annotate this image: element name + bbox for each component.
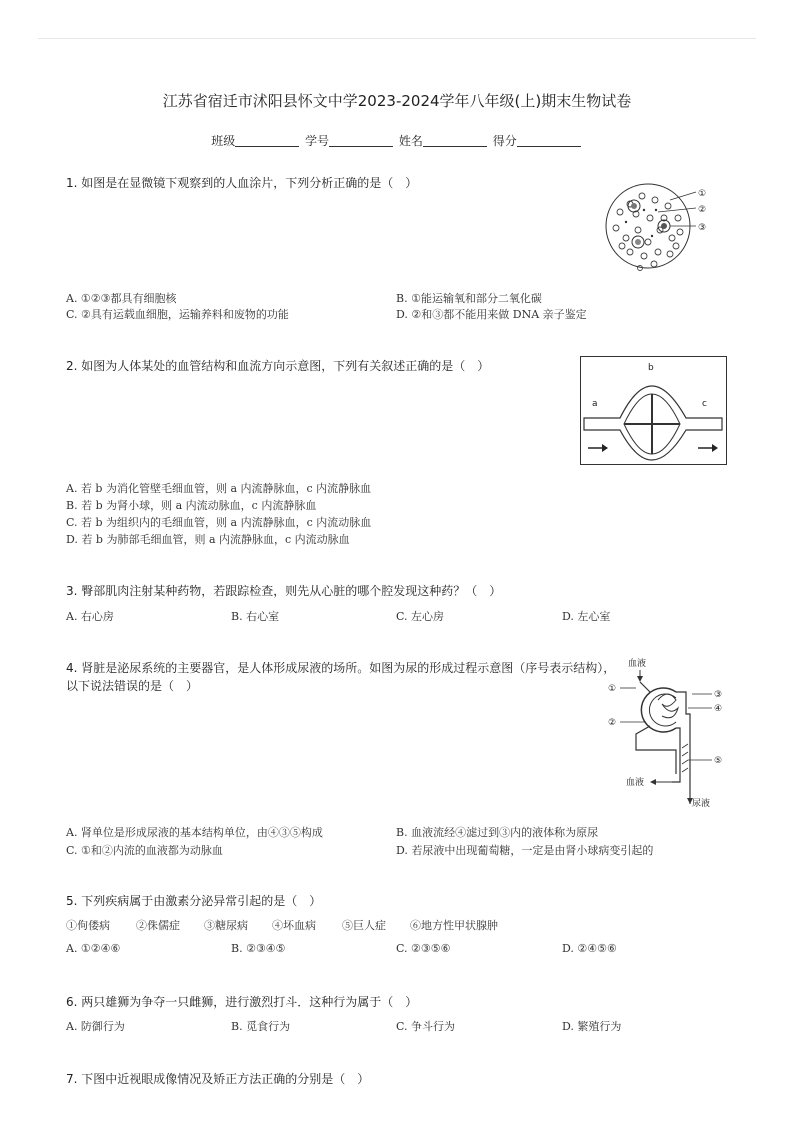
nephron-label-urine: 尿液	[692, 799, 711, 809]
vessel-label-b: b	[648, 363, 654, 373]
nephron-label-blood-out: 血液	[626, 778, 645, 788]
q2-option-d[interactable]: D. 若 b 为肺部毛细血管，则 a 内流静脉血，c 内流动脉血	[66, 533, 350, 546]
question-4-stem-line2: 以下说法错误的是（ ）	[66, 679, 199, 693]
question-4-stem-line1: 4. 肾脏是泌尿系统的主要器官，是人体形成尿液的场所。如图为尿的形成过程示意图（序号表示结构），	[66, 661, 616, 675]
q5-option-d[interactable]: D. ②④⑤⑥	[562, 942, 617, 955]
q1-option-d[interactable]: D. ②和③都不能用来做 DNA 亲子鉴定	[396, 308, 587, 321]
q1-option-b[interactable]: B. ①能运输氧和部分二氧化碳	[396, 292, 542, 305]
class-blank[interactable]	[235, 134, 299, 147]
q3-option-a[interactable]: A. 右心房	[66, 610, 114, 623]
q2-option-b[interactable]: B. 若 b 为肾小球，则 a 内流动脉血，c 内流静脉血	[66, 499, 317, 512]
smear-label-3: ③	[698, 223, 707, 233]
question-3-stem: 3. 臀部肌肉注射某种药物，若跟踪检查，则先从心脏的哪个腔发现这种药？（ ）	[66, 584, 502, 598]
nephron-label-2: ②	[608, 718, 617, 728]
question-6-stem: 6. 两只雄狮为争夺一只雌狮，进行激烈打斗．这种行为属于（ ）	[66, 995, 418, 1009]
blood-vessel-figure	[580, 356, 728, 466]
question-7-stem: 7. 下图中近视眼成像情况及矫正方法正确的分别是（ ）	[66, 1072, 370, 1086]
q5-option-c[interactable]: C. ②③⑤⑥	[396, 942, 451, 955]
q3-option-c[interactable]: C. 左心房	[396, 610, 445, 623]
q4-option-a[interactable]: A. 肾单位是形成尿液的基本结构单位，由④③⑤构成	[66, 826, 323, 839]
q5-item-3: ③糖尿病	[204, 919, 248, 932]
class-label: 班级	[211, 134, 236, 148]
q1-option-a[interactable]: A. ①②③都具有细胞核	[66, 292, 177, 305]
vessel-label-a: a	[592, 399, 598, 409]
score-label: 得分	[492, 134, 517, 148]
question-2-stem: 2. 如图为人体某处的血管结构和血流方向示意图，下列有关叙述正确的是（ ）	[66, 359, 490, 373]
number-label: 学号	[305, 134, 330, 148]
name-blank[interactable]	[423, 134, 487, 147]
q6-option-b[interactable]: B. 觅食行为	[231, 1020, 291, 1033]
question-5-stem: 5. 下列疾病属于由激素分泌异常引起的是（ ）	[66, 894, 322, 908]
nephron-label-4: ④	[714, 704, 723, 714]
q5-item-4: ④坏血病	[272, 919, 316, 932]
smear-label-1: ①	[698, 189, 707, 199]
q6-option-a[interactable]: A. 防御行为	[66, 1020, 125, 1033]
q5-option-b[interactable]: B. ②③④⑤	[231, 942, 286, 955]
question-1-stem: 1. 如图是在显微镜下观察到的人血涂片，下列分析正确的是（ ）	[66, 176, 418, 190]
nephron-label-5: ⑤	[714, 756, 723, 766]
q3-option-d[interactable]: D. 左心室	[562, 610, 611, 623]
q5-item-5: ⑤巨人症	[342, 919, 386, 932]
q2-option-a[interactable]: A. 若 b 为消化管壁毛细血管，则 a 内流静脉血，c 内流静脉血	[66, 482, 372, 495]
nephron-label-blood-in: 血液	[628, 659, 647, 669]
q6-option-d[interactable]: D. 繁殖行为	[562, 1020, 622, 1033]
q3-option-b[interactable]: B. 右心室	[231, 610, 280, 623]
q6-option-c[interactable]: C. 争斗行为	[396, 1020, 456, 1033]
top-divider	[38, 38, 756, 39]
number-blank[interactable]	[329, 134, 393, 147]
smear-label-2: ②	[698, 205, 707, 215]
blood-smear-figure	[600, 182, 720, 274]
nephron-label-3: ③	[714, 690, 723, 700]
q5-item-6: ⑥地方性甲状腺肿	[410, 919, 498, 932]
name-label: 姓名	[398, 134, 423, 148]
vessel-label-c: c	[702, 399, 707, 409]
urine-formation-figure	[606, 654, 734, 810]
q4-option-d[interactable]: D. 若尿液中出现葡萄糖，一定是由肾小球病变引起的	[396, 844, 654, 857]
q5-option-a[interactable]: A. ①②④⑥	[66, 942, 121, 955]
q4-option-b[interactable]: B. 血液流经④滤过到③内的液体称为原尿	[396, 826, 599, 839]
score-blank[interactable]	[517, 134, 581, 147]
page-title: 江苏省宿迁市沭阳县怀文中学2023-2024学年八年级(上)期末生物试卷	[162, 92, 632, 110]
q2-option-c[interactable]: C. 若 b 为组织内的毛细血管，则 a 内流静脉血，c 内流动脉血	[66, 516, 372, 529]
q5-item-2: ②侏儒症	[136, 919, 180, 932]
q4-option-c[interactable]: C. ①和②内流的血液都为动脉血	[66, 844, 223, 857]
q1-option-c[interactable]: C. ②具有运载血细胞，运输养料和废物的功能	[66, 308, 289, 321]
q5-item-1: ①佝偻病	[66, 919, 110, 932]
nephron-label-1: ①	[608, 684, 617, 694]
student-info-line	[0, 132, 794, 149]
